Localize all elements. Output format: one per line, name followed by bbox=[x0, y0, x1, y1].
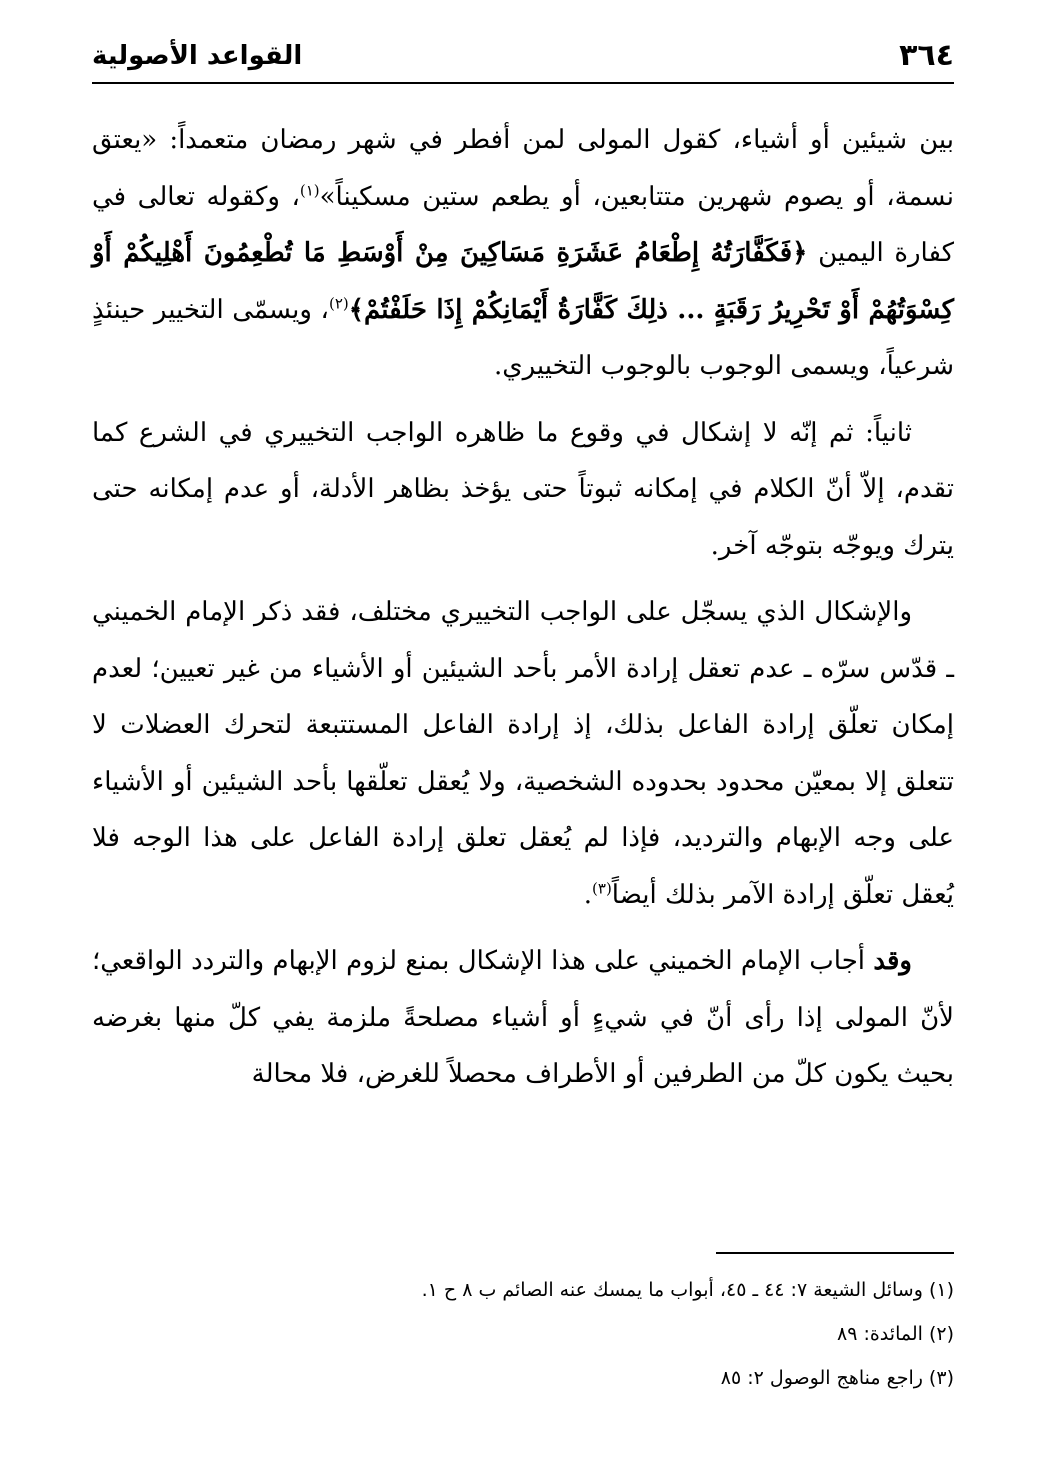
footnote-2: (٢) المائدة: ٨٩ bbox=[836, 1323, 954, 1345]
footnote-3: (٣) راجع مناهج الوصول ٢: ٨٥ bbox=[720, 1367, 954, 1389]
paragraph-4-lead-word: وقد bbox=[873, 946, 912, 976]
footnotes bbox=[92, 1268, 954, 1400]
paragraph-1-text-c: ، ويسمّى التخيير حينئذٍ شرعياً، ويسمى الوجوب بالوجوب التخييري. bbox=[92, 294, 954, 381]
paragraph-2: ثانياً: ثم إنّه لا إشكال في وقوع ما ظاهره الواجب التخييري في الشرع كما تقدم، إلاّ أنّ الكلام في إمكانه ثبوتاً حتى يؤخذ بظاهر الأدلة، أو عدم إمكانه حتى يترك ويوجّه بتوجّه آخر. bbox=[92, 417, 954, 561]
paragraph-1-text-b: ، وكقوله تعالى في كفارة اليمين bbox=[92, 181, 955, 268]
paragraph-3-text-b: . bbox=[583, 879, 593, 910]
main-text bbox=[92, 112, 954, 1113]
running-title: القواعد الأصولية bbox=[92, 41, 303, 71]
footnote-rule bbox=[716, 1252, 954, 1254]
footnote-ref-1: (١) bbox=[299, 180, 320, 199]
paragraph-3-text-a: والإشكال الذي يسجّل على الواجب التخييري مختلف، فقد ذكر الإمام الخميني ـ قدّس سرّه ـ عدم تعقل إرادة الأمر بأحد الشيئين أو الأشياء من غير تعيين؛ لعدم إمكان تعلّق إرادة الفاعل بذلك، إذ إرادة الفاعل المستتبعة لتحرك العضلات لا تتعلق إلا بمعيّن محدود بحدوده الشخصية، ولا يُعقل تعلّقها بأحد الشيئين أو الأشياء على وجه الإبهام والترديد، فإذا لم يُعقل تعلق إرادة الفاعل على هذا الوجه فلا يُعقل تعلّق إرادة الآمر بذلك أيضاً bbox=[92, 597, 954, 910]
paragraph-3 bbox=[92, 584, 954, 923]
footnote-1: (١) وسائل الشيعة ٧: ٤٤ ـ ٤٥، أبواب ما يمسك عنه الصائم ب ٨ ح ١. bbox=[421, 1279, 954, 1301]
footnote-ref-2: (٢) bbox=[328, 293, 349, 312]
header-rule bbox=[92, 82, 954, 84]
paragraph-4-text: أجاب الإمام الخميني على هذا الإشكال بمنع لزوم الإبهام والتردد الواقعي؛ لأنّ المولى إذا رأى أنّ في شيءٍ أو أشياء مصلحةً ملزمة يفي كلّ منها بغرضه بحيث يكون كلّ من الطرفين أو الأطراف محصلاً للغرض، فلا محالة bbox=[92, 946, 954, 1089]
paragraph-1 bbox=[92, 112, 954, 395]
quran-verse: ﴿فَكَفَّارَتُهُ إِطْعَامُ عَشَرَةِ مَسَاكِينَ مِنْ أَوْسَطِ مَا تُطْعِمُونَ أَهْلِيكُمْ أَوْ كِسْوَتُهُمْ أَوْ تَحْرِيرُ رَقَبَةٍ ... ذلِكَ كَفَّارَةُ أَيْمَانِكُمْ إِذَا حَلَفْتُمْ﴾ bbox=[92, 238, 954, 325]
page-number: ٣٦٤ bbox=[899, 38, 954, 73]
paragraph-1-text-a: بين شيئين أو أشياء، كقول المولى لمن أفطر في شهر رمضان متعمداً: «يعتق نسمة، أو يصوم شهرين متتابعين، أو يطعم ستين مسكيناً» bbox=[92, 125, 954, 212]
footnote-ref-3: (٣) bbox=[592, 878, 612, 897]
paragraph-4 bbox=[92, 933, 954, 1103]
page-header bbox=[92, 28, 954, 76]
